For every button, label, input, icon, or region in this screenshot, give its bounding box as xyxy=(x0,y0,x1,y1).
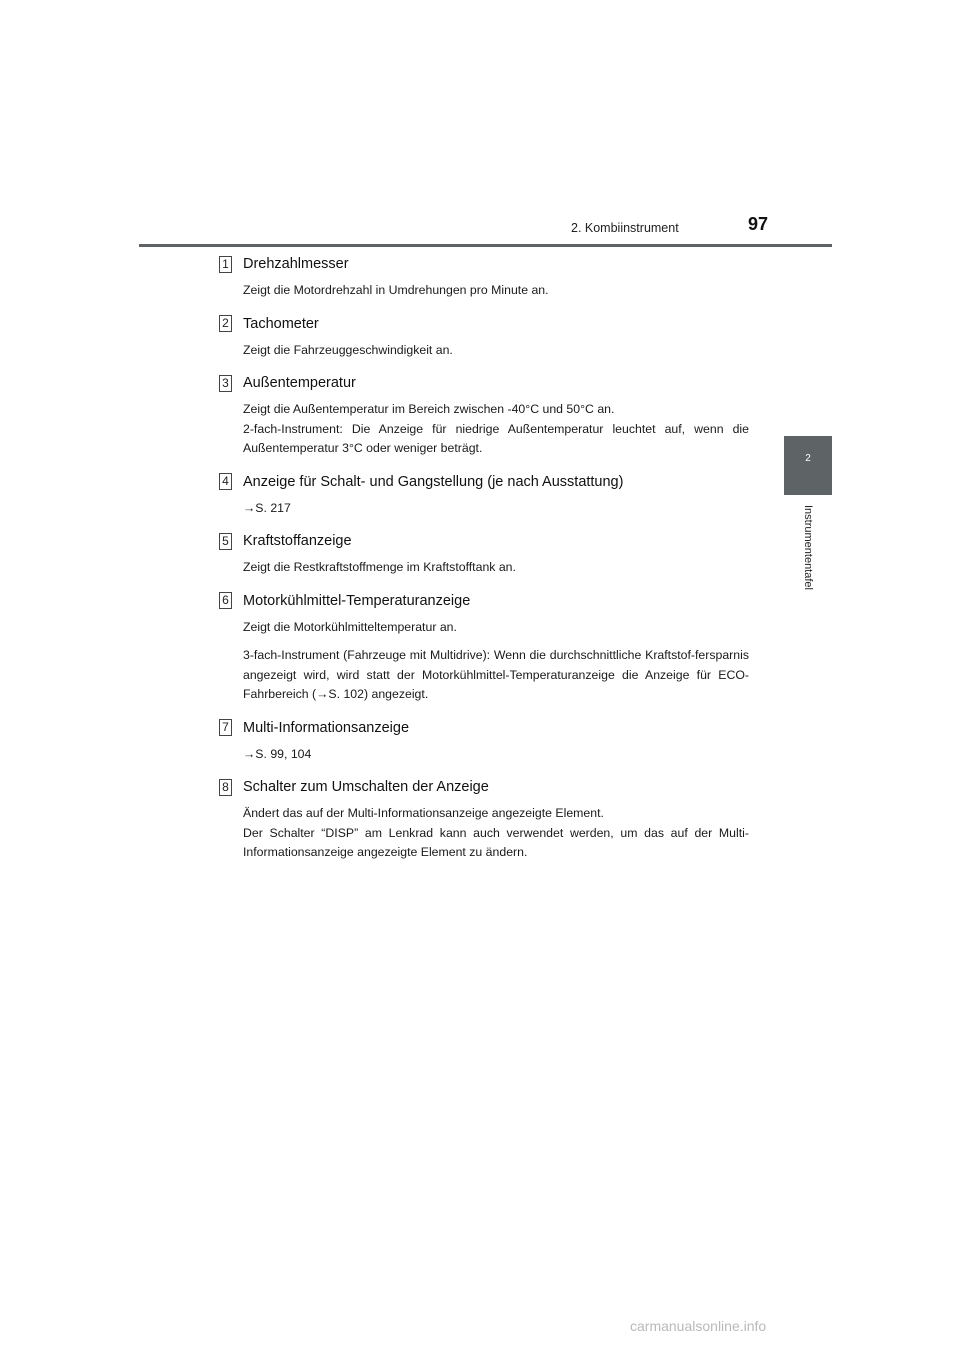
item-title: Multi-Informationsanzeige xyxy=(243,719,410,736)
item-body xyxy=(243,618,749,705)
list-item xyxy=(219,312,749,361)
chapter-number: 2 xyxy=(805,453,811,464)
list-item xyxy=(219,470,749,519)
item-body xyxy=(243,804,749,863)
header-rule xyxy=(139,244,832,247)
list-item xyxy=(219,716,749,765)
item-heading xyxy=(219,716,749,740)
item-body xyxy=(243,558,749,578)
list-item xyxy=(219,589,749,705)
item-paragraph: Ändert das auf der Multi-Informationsanzeige angezeigte Element. xyxy=(243,806,604,820)
item-number-box: 1 xyxy=(219,256,232,273)
item-title: Schalter zum Umschalten der Anzeige xyxy=(243,779,489,795)
item-heading xyxy=(219,775,749,799)
item-number-box: 7 xyxy=(219,719,232,736)
page-header xyxy=(0,0,960,250)
item-paragraph: Zeigt die Motordrehzahl in Umdrehungen pro Minute an. xyxy=(243,283,549,297)
item-heading xyxy=(219,371,749,395)
chapter-tab xyxy=(784,436,832,495)
item-number-box: 2 xyxy=(219,315,232,332)
item-heading xyxy=(219,470,749,494)
item-number-box: 8 xyxy=(219,779,232,796)
item-title: Tachometer xyxy=(243,315,319,332)
item-paragraph: Zeigt die Motorkühlmitteltemperatur an. xyxy=(243,619,457,634)
item-title: Kraftstoffanzeige xyxy=(243,533,352,549)
item-paragraph: 2-fach-Instrument: Die Anzeige für niedrige Außentemperatur leuchtet auf, wenn die Außentemperatur 3°C oder weniger beträgt. xyxy=(243,421,749,455)
item-paragraph: →S. 99, 104 xyxy=(243,746,312,761)
item-body xyxy=(243,745,749,765)
item-title: Motorkühlmittel-Temperaturanzeige xyxy=(243,592,471,609)
item-paragraph: 3-fach-Instrument (Fahrzeuge mit Multidrive): Wenn die durchschnittliche Kraftstof-fersparnis angezeigt wird, wird statt der Motorkühlmittel-Temperaturanzeige die Anzeige für ECO-Fahrbereich (→S. 102) angezeigt. xyxy=(243,648,749,701)
item-heading xyxy=(219,529,749,553)
chapter-label: Instrumententafel xyxy=(802,505,814,590)
item-title: Außentemperatur xyxy=(243,375,356,391)
item-list xyxy=(219,252,749,874)
item-paragraph: Zeigt die Fahrzeuggeschwindigkeit an. xyxy=(243,342,453,357)
item-heading xyxy=(219,312,749,336)
page-number: 97 xyxy=(748,214,769,234)
list-item xyxy=(219,371,749,459)
item-paragraph: →S. 217 xyxy=(243,500,291,515)
item-heading xyxy=(219,589,749,613)
watermark: carmanualsonline.info xyxy=(630,1318,767,1334)
item-number-box: 4 xyxy=(219,473,232,490)
list-item xyxy=(219,252,749,301)
item-number-box: 6 xyxy=(219,592,232,609)
section-title: 2. Kombiinstrument xyxy=(571,221,679,235)
item-paragraph: Der Schalter “DISP” am Lenkrad kann auch verwendet werden, um das auf der Multi-Informationsanzeige angezeigte Element zu ändern. xyxy=(243,825,749,859)
list-item xyxy=(219,529,749,578)
item-title: Anzeige für Schalt- und Gangstellung (je nach Ausstattung) xyxy=(243,473,624,490)
item-body xyxy=(243,499,749,519)
list-item xyxy=(219,775,749,863)
item-number-box: 3 xyxy=(219,375,232,392)
item-title: Drehzahlmesser xyxy=(243,256,349,272)
item-body xyxy=(243,281,749,301)
item-body xyxy=(243,341,749,361)
item-number-box: 5 xyxy=(219,533,232,550)
item-paragraph: Zeigt die Restkraftstoffmenge im Kraftstofftank an. xyxy=(243,560,516,574)
item-body xyxy=(243,400,749,459)
item-paragraph: Zeigt die Außentemperatur im Bereich zwischen -40°C und 50°C an. xyxy=(243,402,615,416)
item-heading xyxy=(219,252,749,276)
